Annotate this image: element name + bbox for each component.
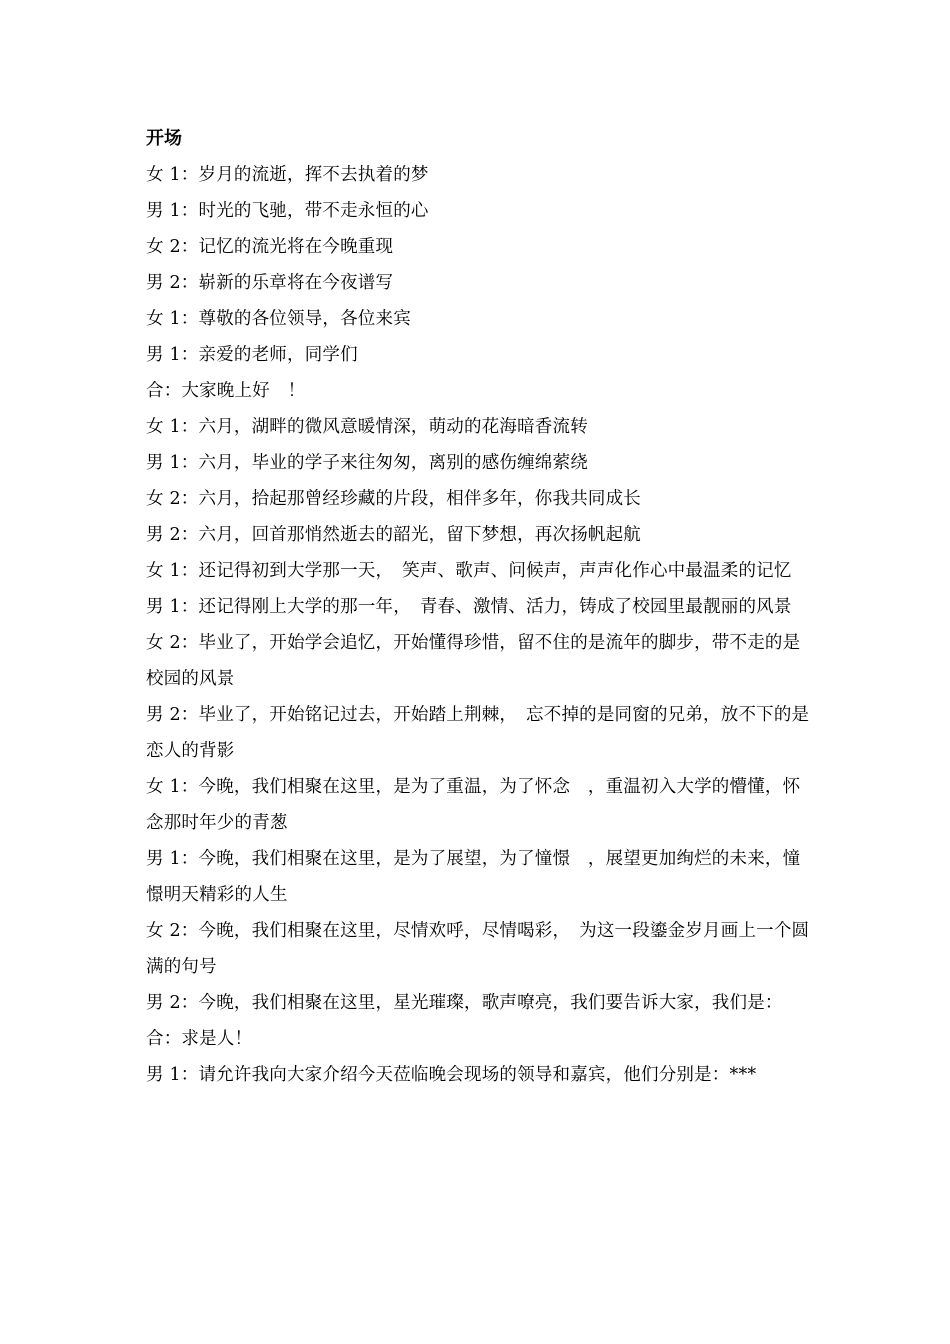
- script-line: 女 2：今晚，我们相聚在这里，尽情欢呼，尽情喝彩， 为这一段鎏金岁月画上一个圆满的句号: [146, 921, 810, 977]
- script-line: 男 1：今晚，我们相聚在这里，是为了展望，为了憧憬 ，展望更加绚烂的未来，憧憬明天精彩的人生: [146, 849, 801, 905]
- script-line: 女 1：今晚，我们相聚在这里，是为了重温，为了怀念 ，重温初入大学的懵懂，怀念那时年少的青葱: [146, 777, 801, 833]
- script-line: 男 2：六月，回首那悄然逝去的韶光，留下梦想，再次扬帆起航: [146, 525, 641, 545]
- script-line: 女 2：六月，拾起那曾经珍藏的片段，相伴多年，你我共同成长: [146, 489, 641, 509]
- script-line: 女 1：尊敬的各位领导，各位来宾: [146, 309, 411, 329]
- script-line: 男 2：今晚，我们相聚在这里，星光璀璨，歌声嘹亮，我们要告诉大家，我们是：: [146, 993, 783, 1013]
- document-title: 开场: [146, 128, 182, 149]
- script-line: 男 1：时光的飞驰，带不走永恒的心: [146, 201, 429, 221]
- script-line: 男 1：请允许我向大家介绍今天莅临晚会现场的领导和嘉宾，他们分别是：***: [146, 1065, 757, 1085]
- script-line: 女 1：岁月的流逝，挥不去执着的梦: [146, 165, 429, 185]
- script-line: 女 2：记忆的流光将在今晚重现: [146, 237, 394, 257]
- document-page: [146, 121, 810, 1093]
- script-line: 男 1：六月，毕业的学子来往匆匆，离别的感伤缠绵萦绕: [146, 453, 588, 473]
- script-line: 男 1：还记得刚上大学的那一年， 青春、激情、活力，铸成了校园里最靓丽的风景: [146, 597, 792, 617]
- script-line: 合：求是人！: [146, 1029, 253, 1049]
- script-line: 男 2：崭新的乐章将在今夜谱写: [146, 273, 394, 293]
- script-line: 女 1：六月，湖畔的微风意暖情深，萌动的花海暗香流转: [146, 417, 588, 437]
- script-line: 男 2：毕业了，开始铭记过去，开始踏上荆棘， 忘不掉的是同窗的兄弟，放不下的是恋人的背影: [146, 705, 810, 761]
- script-line: 男 1：亲爱的老师，同学们: [146, 345, 358, 365]
- script-line: 合：大家晚上好 ！: [146, 381, 306, 401]
- script-lines: [146, 157, 810, 1093]
- script-line: 女 2：毕业了，开始学会追忆，开始懂得珍惜，留不住的是流年的脚步，带不走的是校园的风景: [146, 633, 801, 689]
- script-line: 女 1：还记得初到大学那一天， 笑声、歌声、问候声，声声化作心中最温柔的记忆: [146, 561, 792, 581]
